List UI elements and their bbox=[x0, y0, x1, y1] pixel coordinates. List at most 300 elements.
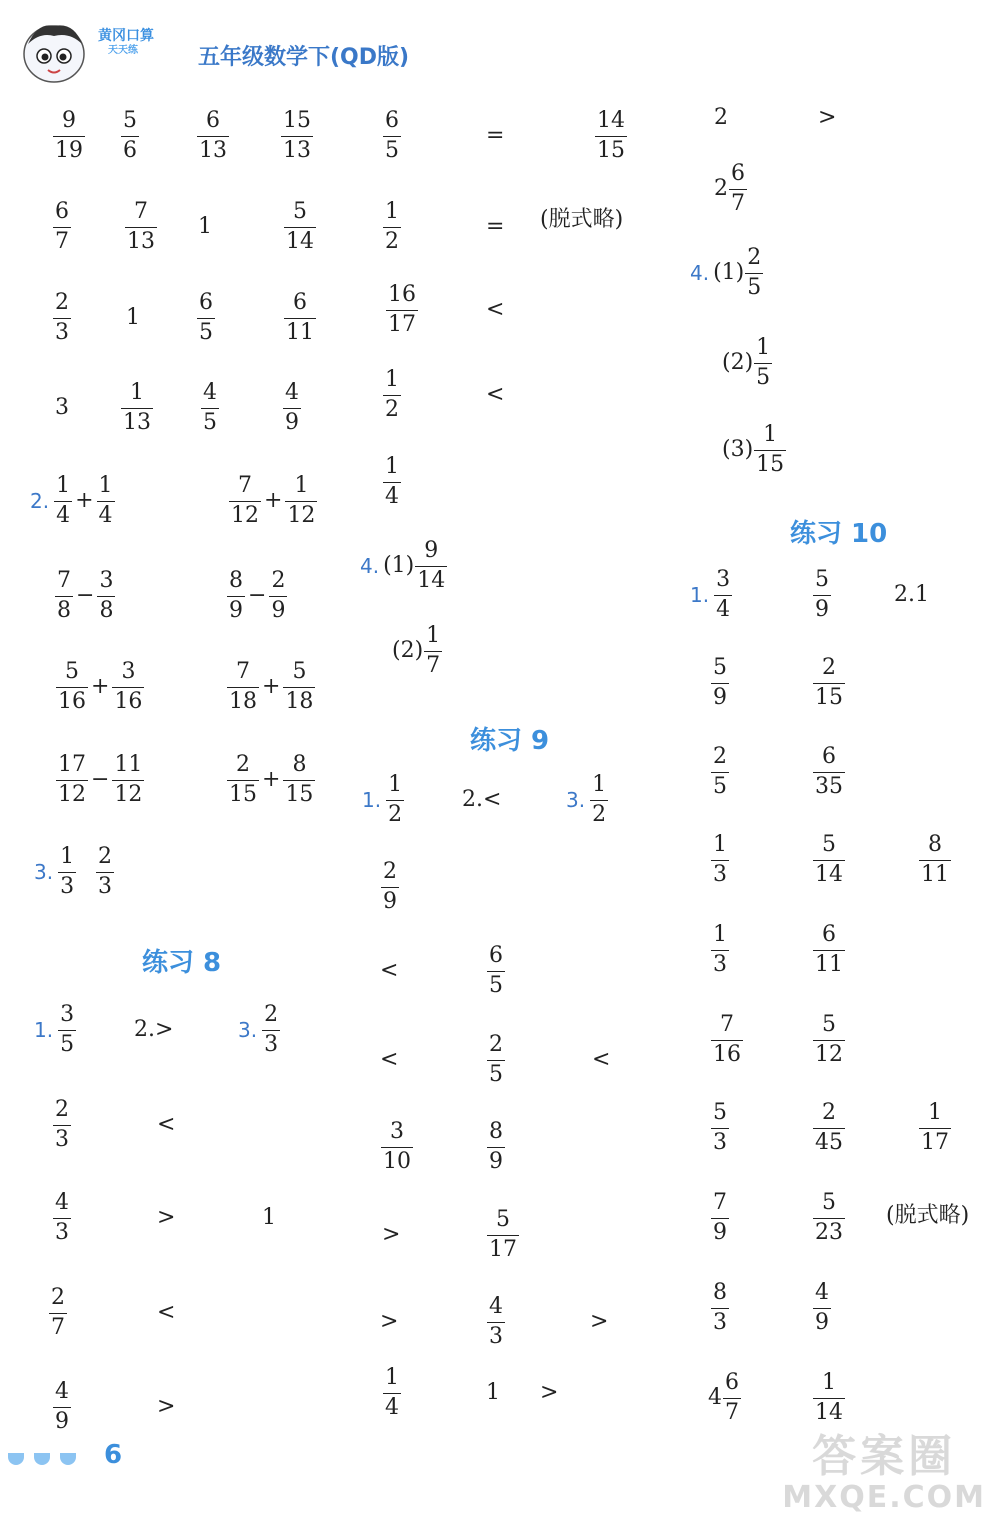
answer-text: < bbox=[157, 1112, 176, 1137]
answer-fraction bbox=[55, 569, 73, 622]
col1-answer-25 bbox=[95, 846, 115, 898]
answer-numerator: 6 bbox=[813, 923, 845, 950]
answer-denominator: 2 bbox=[385, 396, 399, 422]
answer-denominator: 12 bbox=[58, 781, 86, 807]
answer-fraction bbox=[56, 660, 88, 713]
col1-answer-32 bbox=[157, 1192, 175, 1244]
answer-numerator: 7 bbox=[125, 200, 157, 227]
answer-fraction bbox=[813, 1013, 845, 1066]
answer-fraction bbox=[711, 923, 729, 976]
col1-answer-13 bbox=[120, 382, 154, 434]
answer-denominator: 3 bbox=[713, 1309, 727, 1335]
answer-fraction bbox=[284, 291, 316, 344]
answer-fraction bbox=[919, 1101, 951, 1154]
question-number: 3. bbox=[238, 1018, 258, 1042]
answer-denominator: 9 bbox=[285, 409, 299, 435]
col3-answer-11 bbox=[710, 746, 730, 798]
col2-answer-14 bbox=[462, 774, 501, 826]
answer-text: (脱式略) bbox=[886, 1203, 970, 1228]
answer-fraction bbox=[58, 1003, 76, 1056]
answer-second-fraction bbox=[283, 753, 315, 806]
answer-denominator: 11 bbox=[286, 319, 314, 345]
col3-answer-19 bbox=[812, 1014, 846, 1066]
answer-fraction bbox=[386, 283, 418, 336]
answer-fraction bbox=[56, 753, 88, 806]
answer-numerator: 6 bbox=[197, 109, 229, 136]
answer-text: 2.> bbox=[134, 1017, 174, 1042]
answer-text: < bbox=[380, 1047, 399, 1072]
answer-text: < bbox=[592, 1047, 611, 1072]
answer-numerator: 4 bbox=[283, 381, 301, 408]
answer-numerator: 1 bbox=[711, 923, 729, 950]
answer-denominator: 16 bbox=[58, 688, 86, 714]
answer-fraction bbox=[227, 660, 259, 713]
answer-denominator: 5 bbox=[203, 409, 217, 435]
col2-answer-28 bbox=[590, 1296, 608, 1348]
answer-numerator: 8 bbox=[487, 1120, 505, 1147]
answer-fraction bbox=[813, 1371, 845, 1424]
answer-denominator: 3 bbox=[55, 319, 69, 345]
operator: + bbox=[75, 488, 94, 513]
col2-answer-22 bbox=[380, 1121, 414, 1173]
answer-text: (3) bbox=[722, 437, 754, 462]
col1-answer-12 bbox=[55, 382, 69, 434]
answer-text: 1 bbox=[486, 1380, 500, 1405]
answer-numerator: 6 bbox=[729, 162, 747, 189]
answer-denominator: 5 bbox=[199, 319, 213, 345]
col2-answer-17 bbox=[380, 945, 398, 997]
answer-fraction bbox=[197, 109, 229, 162]
col1-answer-24 bbox=[34, 846, 77, 898]
col3-answer-25 bbox=[886, 1190, 969, 1242]
answer-denominator: 5 bbox=[60, 1031, 75, 1057]
answer-denominator: 15 bbox=[229, 781, 257, 807]
col1-answer-34 bbox=[48, 1287, 68, 1339]
page-title: 五年级数学下(QD版) bbox=[198, 45, 410, 70]
brand-line1: 黄冈口算 bbox=[98, 28, 154, 44]
answer-fraction bbox=[711, 833, 729, 886]
brand-logo bbox=[98, 28, 154, 57]
col1-answer-11 bbox=[283, 292, 317, 344]
col3-answer-14 bbox=[812, 834, 846, 886]
section-title-ex10: 练习 10 bbox=[790, 519, 888, 549]
col3-answer-3 bbox=[690, 247, 764, 299]
answer-second-fraction bbox=[97, 569, 115, 622]
answer-second-denominator: 8 bbox=[99, 597, 114, 623]
col1-answer-3 bbox=[280, 110, 314, 162]
question-number: 1. bbox=[690, 583, 710, 607]
col2-answer-13 bbox=[362, 774, 405, 826]
answer-numerator: 1 bbox=[383, 455, 401, 482]
col2-answer-18 bbox=[486, 945, 506, 997]
col1-answer-37 bbox=[157, 1381, 175, 1433]
page-dots-icon bbox=[8, 1450, 86, 1469]
answer-text: < bbox=[486, 297, 505, 322]
answer-numerator: 5 bbox=[813, 833, 845, 860]
answer-denominator: 15 bbox=[756, 451, 785, 477]
answer-second-fraction bbox=[285, 474, 317, 527]
answer-fraction bbox=[121, 381, 153, 434]
answer-numerator: 2 bbox=[262, 1003, 280, 1030]
answer-numerator: 1 bbox=[383, 368, 401, 395]
answer-fraction bbox=[723, 1371, 741, 1424]
answer-numerator: 2 bbox=[711, 745, 729, 772]
answer-numerator: 2 bbox=[227, 753, 259, 780]
answer-denominator: 3 bbox=[55, 1219, 69, 1245]
col2-answer-15 bbox=[566, 774, 609, 826]
answer-denominator: 17 bbox=[489, 1236, 517, 1262]
answer-fraction bbox=[383, 455, 401, 508]
col1-answer-35 bbox=[157, 1287, 175, 1339]
answer-numerator: 3 bbox=[714, 568, 732, 595]
answer-numerator: 1 bbox=[383, 200, 401, 227]
answer-fraction bbox=[813, 1191, 845, 1244]
col2-answer-12 bbox=[392, 625, 443, 677]
answer-fraction bbox=[711, 1281, 729, 1334]
answer-fraction bbox=[487, 1208, 519, 1261]
answer-fraction bbox=[49, 1286, 67, 1339]
answer-denominator: 23 bbox=[815, 1219, 843, 1245]
col1-answer-1 bbox=[120, 110, 140, 162]
answer-fraction bbox=[590, 773, 608, 826]
col2-answer-6 bbox=[385, 284, 419, 336]
answer-denominator: 4 bbox=[385, 483, 399, 509]
col1-answer-28 bbox=[238, 1004, 281, 1056]
col3-answer-0 bbox=[714, 92, 728, 144]
col3-answer-8 bbox=[894, 569, 929, 621]
answer-numerator: 5 bbox=[284, 200, 316, 227]
answer-denominator: 11 bbox=[921, 861, 949, 887]
answer-numerator: 1 bbox=[919, 1101, 951, 1128]
col3-answer-12 bbox=[812, 746, 846, 798]
col1-answer-30 bbox=[157, 1099, 175, 1151]
answer-denominator: 3 bbox=[713, 951, 727, 977]
answer-second-denominator: 15 bbox=[285, 781, 314, 807]
col1-answer-33 bbox=[262, 1192, 276, 1244]
answer-denominator: 2 bbox=[385, 228, 399, 254]
answer-second-denominator: 16 bbox=[114, 688, 143, 714]
answer-numerator: 17 bbox=[56, 753, 88, 780]
watermark-line1: 答案圈 bbox=[812, 1431, 957, 1482]
answer-numerator: 2 bbox=[813, 1101, 845, 1128]
col3-answer-26 bbox=[710, 1282, 730, 1334]
answer-fraction bbox=[745, 246, 763, 299]
answer-denominator: 13 bbox=[127, 228, 155, 254]
answer-numerator: 5 bbox=[711, 1101, 729, 1128]
answer-numerator: 7 bbox=[711, 1191, 729, 1218]
answer-fraction bbox=[415, 539, 447, 592]
answer-fraction bbox=[383, 1366, 401, 1419]
answer-denominator: 9 bbox=[383, 888, 397, 914]
answer-denominator: 17 bbox=[388, 311, 416, 337]
answer-numerator: 2 bbox=[53, 291, 71, 318]
answer-denominator: 4 bbox=[716, 596, 731, 622]
answer-denominator: 35 bbox=[815, 773, 843, 799]
answer-denominator: 9 bbox=[229, 597, 243, 623]
operator: − bbox=[91, 767, 110, 792]
col1-answer-15 bbox=[282, 382, 302, 434]
col3-answer-18 bbox=[710, 1014, 744, 1066]
col3-answer-6 bbox=[690, 569, 733, 621]
answer-text: < bbox=[157, 1300, 176, 1325]
answer-numerator: 6 bbox=[487, 944, 505, 971]
col3-answer-2 bbox=[714, 163, 748, 215]
col2-answer-3 bbox=[382, 201, 402, 253]
answer-text: 2 bbox=[714, 105, 728, 130]
answer-fraction bbox=[197, 291, 215, 344]
answer-numerator: 1 bbox=[711, 833, 729, 860]
col1-answer-27 bbox=[134, 1004, 173, 1056]
answer-fraction bbox=[714, 568, 732, 621]
col1-answer-0 bbox=[52, 110, 86, 162]
answer-numerator: 14 bbox=[595, 109, 627, 136]
answer-second-fraction bbox=[269, 569, 287, 622]
answer-denominator: 3 bbox=[98, 873, 112, 899]
answer-numerator: 8 bbox=[711, 1281, 729, 1308]
answer-second-numerator: 5 bbox=[283, 660, 315, 687]
answer-second-denominator: 12 bbox=[287, 502, 316, 528]
answer-text: > bbox=[157, 1205, 176, 1230]
col3-answer-24 bbox=[812, 1192, 846, 1244]
col1-answer-7 bbox=[283, 201, 317, 253]
answer-numerator: 5 bbox=[121, 109, 139, 136]
answer-fraction bbox=[53, 1191, 71, 1244]
answer-denominator: 5 bbox=[756, 364, 771, 390]
col1-answer-19 bbox=[226, 570, 288, 622]
col1-answer-10 bbox=[196, 292, 216, 344]
answer-denominator: 45 bbox=[815, 1129, 843, 1155]
answer-text: > bbox=[590, 1309, 609, 1334]
col2-answer-9 bbox=[486, 369, 504, 421]
answer-fraction bbox=[813, 833, 845, 886]
mascot-icon bbox=[18, 18, 90, 90]
operator: − bbox=[248, 583, 267, 608]
answer-text: > bbox=[382, 1222, 401, 1247]
answer-fraction bbox=[381, 1120, 413, 1173]
col1-answer-26 bbox=[34, 1004, 77, 1056]
answer-second-numerator: 1 bbox=[97, 474, 115, 501]
answer-denominator: 4 bbox=[56, 502, 71, 528]
col1-answer-5 bbox=[124, 201, 158, 253]
answer-fraction bbox=[711, 656, 729, 709]
col1-answer-14 bbox=[200, 382, 220, 434]
answer-second-fraction bbox=[97, 474, 115, 527]
answer-fraction bbox=[53, 291, 71, 344]
answer-numerator: 1 bbox=[121, 381, 153, 408]
answer-fraction bbox=[96, 845, 114, 898]
answer-denominator: 5 bbox=[489, 972, 503, 998]
col2-answer-21 bbox=[592, 1034, 610, 1086]
col2-answer-24 bbox=[382, 1209, 400, 1261]
brand-line2: 天天练 bbox=[108, 44, 138, 56]
question-number: 1. bbox=[362, 788, 382, 812]
section-title-ex8: 练习 8 bbox=[142, 948, 222, 978]
answer-fraction bbox=[813, 568, 831, 621]
answer-fraction bbox=[487, 1033, 505, 1086]
answer-numerator: 1 bbox=[590, 773, 608, 800]
answer-denominator: 2 bbox=[592, 801, 607, 827]
answer-denominator: 14 bbox=[815, 861, 843, 887]
col1-answer-23 bbox=[226, 754, 316, 806]
col1-answer-16 bbox=[30, 475, 116, 527]
answer-second-denominator: 4 bbox=[98, 502, 113, 528]
answer-fraction bbox=[595, 109, 627, 162]
col2-answer-31 bbox=[540, 1367, 558, 1419]
answer-numerator: 6 bbox=[723, 1371, 741, 1398]
col3-answer-13 bbox=[710, 834, 730, 886]
answer-fraction bbox=[227, 753, 259, 806]
answer-numerator: 9 bbox=[415, 539, 447, 566]
answer-second-numerator: 11 bbox=[112, 753, 144, 780]
answer-denominator: 8 bbox=[57, 597, 71, 623]
col2-answer-20 bbox=[486, 1034, 506, 1086]
answer-denominator: 3 bbox=[713, 1129, 727, 1155]
answer-denominator: 12 bbox=[231, 502, 259, 528]
col3-answer-5 bbox=[722, 424, 787, 476]
answer-fraction bbox=[383, 368, 401, 421]
answer-denominator: 17 bbox=[921, 1129, 949, 1155]
col2-answer-26 bbox=[380, 1296, 398, 1348]
answer-second-numerator: 2 bbox=[269, 569, 287, 596]
col3-answer-15 bbox=[918, 834, 952, 886]
col1-answer-2 bbox=[196, 110, 230, 162]
answer-fraction bbox=[125, 200, 157, 253]
answer-text: > bbox=[157, 1394, 176, 1419]
answer-text: 3 bbox=[55, 395, 69, 420]
answer-fraction bbox=[284, 200, 316, 253]
answer-numerator: 6 bbox=[53, 200, 71, 227]
col3-answer-17 bbox=[812, 924, 846, 976]
answer-denominator: 9 bbox=[815, 1309, 829, 1335]
answer-numerator: 1 bbox=[58, 845, 76, 872]
answer-numerator: 6 bbox=[284, 291, 316, 318]
answer-denominator: 7 bbox=[426, 652, 441, 678]
col1-answer-6 bbox=[198, 201, 212, 253]
answer-fraction bbox=[227, 569, 245, 622]
answer-denominator: 4 bbox=[385, 1394, 399, 1420]
answer-numerator: 5 bbox=[813, 1013, 845, 1040]
answer-fraction bbox=[754, 423, 786, 476]
answer-second-denominator: 9 bbox=[271, 597, 286, 623]
col3-answer-9 bbox=[710, 657, 730, 709]
answer-numerator: 15 bbox=[281, 109, 313, 136]
col2-answer-7 bbox=[486, 284, 504, 336]
answer-denominator: 3 bbox=[60, 873, 75, 899]
answer-numerator: 2 bbox=[487, 1033, 505, 1060]
col2-answer-29 bbox=[382, 1367, 402, 1419]
answer-fraction bbox=[711, 1101, 729, 1154]
answer-denominator: 14 bbox=[286, 228, 314, 254]
operator: + bbox=[262, 767, 281, 792]
answer-denominator: 11 bbox=[815, 951, 843, 977]
question-number: 3. bbox=[566, 788, 586, 812]
answer-fraction bbox=[919, 833, 951, 886]
answer-fraction bbox=[383, 109, 401, 162]
answer-text: = bbox=[486, 214, 505, 239]
answer-denominator: 9 bbox=[713, 684, 727, 710]
answer-text: 2.1 bbox=[894, 582, 929, 607]
answer-fraction bbox=[487, 1295, 505, 1348]
watermark bbox=[782, 1420, 986, 1515]
answer-text: 1 bbox=[126, 305, 140, 330]
answer-denominator: 6 bbox=[123, 137, 137, 163]
col1-answer-4 bbox=[52, 201, 72, 253]
answer-text: (1) bbox=[383, 553, 415, 578]
col1-answer-21 bbox=[226, 661, 316, 713]
answer-numerator: 2 bbox=[381, 860, 399, 887]
answer-text: < bbox=[380, 958, 399, 983]
answer-numerator: 3 bbox=[381, 1120, 413, 1147]
answer-fraction bbox=[383, 200, 401, 253]
answer-numerator: 7 bbox=[711, 1013, 743, 1040]
col1-answer-9 bbox=[126, 292, 140, 344]
operator: + bbox=[264, 488, 283, 513]
answer-numerator: 2 bbox=[96, 845, 114, 872]
col2-answer-1 bbox=[486, 110, 504, 162]
answer-denominator: 9 bbox=[55, 1408, 69, 1434]
answer-text: (1) bbox=[713, 260, 745, 285]
answer-denominator: 3 bbox=[489, 1323, 503, 1349]
col1-answer-8 bbox=[52, 292, 72, 344]
answer-second-denominator: 18 bbox=[285, 688, 314, 714]
col3-answer-29 bbox=[812, 1372, 846, 1424]
answer-denominator: 12 bbox=[815, 1041, 843, 1067]
answer-fraction bbox=[487, 1120, 505, 1173]
answer-fraction bbox=[229, 474, 261, 527]
answer-denominator: 18 bbox=[229, 688, 257, 714]
col1-answer-29 bbox=[52, 1099, 72, 1151]
answer-numerator: 4 bbox=[487, 1295, 505, 1322]
answer-text: > bbox=[380, 1309, 399, 1334]
answer-fraction bbox=[53, 109, 85, 162]
answer-denominator: 15 bbox=[815, 684, 843, 710]
answer-denominator: 13 bbox=[123, 409, 151, 435]
answer-numerator: 4 bbox=[813, 1281, 831, 1308]
answer-fraction bbox=[386, 773, 404, 826]
answer-fraction bbox=[53, 1098, 71, 1151]
answer-fraction bbox=[424, 624, 442, 677]
answer-denominator: 13 bbox=[199, 137, 227, 163]
col3-answer-22 bbox=[918, 1102, 952, 1154]
answer-denominator: 7 bbox=[725, 1399, 739, 1425]
answer-fraction bbox=[487, 944, 505, 997]
col2-answer-8 bbox=[382, 369, 402, 421]
answer-numerator: 6 bbox=[383, 109, 401, 136]
answer-denominator: 9 bbox=[815, 596, 829, 622]
answer-denominator: 15 bbox=[597, 137, 625, 163]
col2-answer-10 bbox=[382, 456, 402, 508]
answer-numerator: 3 bbox=[58, 1003, 76, 1030]
col2-answer-27 bbox=[486, 1296, 506, 1348]
col1-answer-31 bbox=[52, 1192, 72, 1244]
answer-denominator: 9 bbox=[489, 1148, 503, 1174]
col2-answer-23 bbox=[486, 1121, 506, 1173]
col2-answer-2 bbox=[594, 110, 628, 162]
answer-numerator: 1 bbox=[424, 624, 442, 651]
answer-fraction bbox=[201, 381, 219, 434]
operator: + bbox=[262, 674, 281, 699]
answer-numerator: 7 bbox=[55, 569, 73, 596]
col3-answer-4 bbox=[722, 337, 773, 389]
col1-answer-20 bbox=[55, 661, 145, 713]
answer-numerator: 6 bbox=[197, 291, 215, 318]
answer-text: > bbox=[818, 105, 837, 130]
answer-fraction bbox=[711, 1013, 743, 1066]
answer-fraction bbox=[262, 1003, 280, 1056]
answer-fraction bbox=[711, 1191, 729, 1244]
answer-fraction bbox=[813, 1281, 831, 1334]
answer-numerator: 7 bbox=[229, 474, 261, 501]
